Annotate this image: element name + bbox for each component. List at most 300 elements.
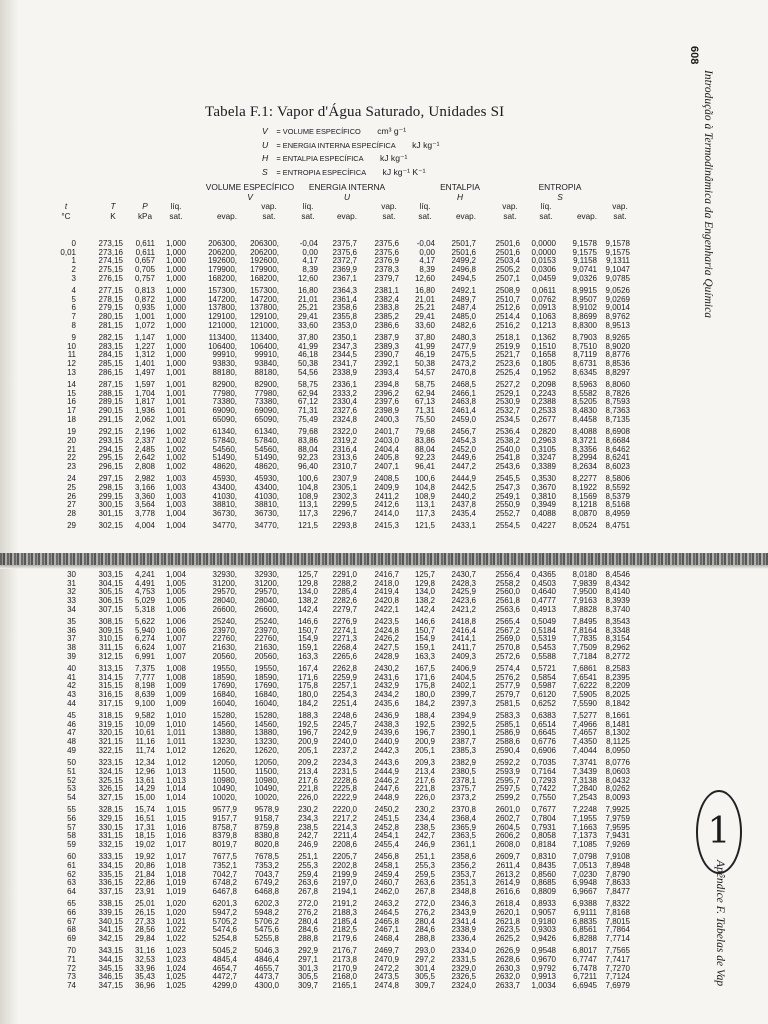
cell-u-evap: 2208,6 [332, 839, 357, 849]
cell-s-vap-sat: 8,9513 [605, 320, 630, 330]
cell-u-liq-sat: 62,94 [297, 388, 318, 398]
cell-t-kelvin: 302,15 [98, 521, 123, 531]
cell-u-evap: 2251,4 [332, 698, 357, 708]
cell-s-vap-sat: 8,9762 [605, 312, 630, 322]
group-label-text: ENERGIA INTERNA [308, 182, 386, 192]
cell-v-vap-sat: 69090, [254, 406, 279, 416]
cell-h-liq-sat: 129,8 [414, 578, 435, 588]
cell-v-vap-sat: 13230, [254, 737, 279, 747]
cell-t-celsius: 61 [67, 860, 76, 870]
cell-s-vap-sat: 8,1842 [605, 698, 630, 708]
cell-s-evap: 7,6222 [572, 681, 597, 691]
cell-pressure: 0,813 [134, 286, 155, 296]
cell-s-evap: 8,5963 [572, 380, 597, 390]
cell-s-vap-sat: 8,8297 [605, 367, 630, 377]
cell-t-kelvin: 311,15 [99, 643, 123, 653]
cell-h-vap-sat: 2609,7 [495, 852, 520, 862]
cell-s-vap-sat: 8,2772 [605, 651, 630, 661]
cell-h-vap-sat: 2541,8 [495, 453, 520, 463]
group-symbol: S [557, 191, 563, 202]
cell-h-liq-sat: 205,1 [414, 745, 435, 755]
cell-s-vap-sat: 8,9265 [605, 333, 630, 343]
cell-s-liq-sat: 0,8435 [531, 860, 556, 870]
cell-s-evap: 7,9839 [572, 578, 597, 588]
cell-u-liq-sat: 142,4 [297, 604, 318, 614]
cell-h-evap: 2385,3 [451, 745, 476, 755]
cell-v-evap: 19550, [212, 664, 237, 674]
cell-s-vap-sat: 7,7864 [605, 925, 630, 935]
cell-u-liq-sat: 238,5 [297, 822, 318, 832]
cell-h-evap: 2402,1 [451, 681, 476, 691]
cell-h-evap: 2365,9 [451, 822, 476, 832]
cell-u-vap-sat: 2422,1 [374, 604, 399, 614]
cell-u-liq-sat: 71,31 [297, 406, 318, 416]
cell-h-evap: 2468,5 [451, 380, 476, 390]
cell-t-kelvin: 334,15 [98, 860, 123, 870]
cell-u-evap: 2225,8 [332, 784, 357, 794]
cell-s-evap: 8,1922 [572, 482, 597, 492]
cell-s-vap-sat: 9,1311 [606, 256, 630, 266]
cell-s-evap: 7,6861 [572, 664, 597, 674]
cell-h-evap: 2487,4 [451, 303, 476, 313]
cell-v-vap-sat: 65090, [254, 414, 279, 424]
cell-s-vap-sat: 7,8633 [605, 878, 630, 888]
cell-h-evap: 2459,0 [451, 414, 476, 424]
cell-h-liq-sat: 113,1 [415, 500, 435, 510]
cell-v-evap: 147200, [208, 294, 237, 304]
cell-h-liq-sat: 16,80 [414, 286, 435, 296]
cell-v-vap-sat: 7678,5 [254, 852, 279, 862]
cell-u-evap: 2372,7 [332, 256, 357, 266]
cell-u-vap-sat: 2428,9 [374, 651, 399, 661]
cell-h-vap-sat: 2620,1 [495, 907, 520, 917]
cell-s-vap-sat: 9,0269 [605, 294, 630, 304]
cell-t-celsius: 63 [67, 878, 76, 888]
cell-h-liq-sat: 71,31 [414, 406, 435, 416]
cell-s-evap: 7,2248 [572, 805, 597, 815]
cell-u-vap-sat: 2396,2 [374, 388, 399, 398]
legend-description: = ENTALPIA ESPECÍFICA [276, 154, 364, 163]
cell-u-evap: 2202,8 [332, 860, 357, 870]
cell-u-evap: 2336,1 [332, 380, 357, 390]
cell-v-evap: 179900, [208, 265, 237, 275]
cell-s-liq-sat: 0,2243 [531, 388, 556, 398]
cell-t-celsius: 22 [67, 453, 76, 463]
cell-s-liq-sat: 0,6383 [531, 711, 556, 721]
cell-s-evap: 7,2840 [572, 784, 597, 794]
cell-h-vap-sat: 2581,5 [495, 698, 520, 708]
table-row [0, 369, 768, 378]
cell-v-evap: 168200, [208, 273, 237, 283]
cell-s-liq-sat: 0,7677 [531, 805, 556, 815]
cell-h-evap: 2489,7 [451, 294, 476, 304]
cell-u-evap: 2211,4 [333, 831, 357, 841]
cell-h-liq-sat: 301,4 [414, 963, 435, 973]
cell-v-vap-sat: 137800, [250, 303, 279, 313]
cell-pressure: 1,401 [134, 359, 155, 369]
cell-v-liq-sat: 1,001 [165, 367, 186, 377]
row-group [0, 522, 768, 531]
cell-u-evap: 2231,5 [332, 766, 357, 776]
cell-h-evap: 2373,2 [451, 792, 476, 802]
table-row [0, 935, 768, 944]
cell-u-liq-sat: 92,23 [297, 453, 318, 463]
column-header-s-vap-sat [595, 202, 645, 221]
cell-t-celsius: 67 [67, 916, 76, 926]
cell-s-liq-sat: 0,1213 [531, 320, 556, 330]
cell-t-celsius: 45 [67, 711, 76, 721]
cell-h-liq-sat: 276,2 [414, 907, 435, 917]
cell-h-vap-sat: 2547,3 [495, 482, 520, 492]
cell-u-evap: 2248,6 [332, 711, 357, 721]
column-header-top: vap. [261, 202, 277, 211]
cell-t-kelvin: 305,15 [98, 587, 123, 597]
cell-v-liq-sat: 1,000 [165, 286, 186, 296]
cell-t-celsius: 73 [67, 972, 76, 982]
cell-t-kelvin: 339,15 [98, 907, 123, 917]
cell-h-evap: 2473,2 [451, 359, 476, 369]
cell-v-vap-sat: 206200, [250, 247, 279, 257]
cell-pressure: 2,337 [134, 435, 155, 445]
cell-s-liq-sat: 0,7804 [531, 813, 556, 823]
cell-pressure: 5,318 [134, 604, 155, 614]
cell-s-vap-sat: 9,1575 [605, 247, 630, 257]
cell-h-vap-sat: 2595,7 [495, 775, 520, 785]
cell-u-vap-sat: 2401,7 [374, 427, 399, 437]
cell-v-vap-sat: 179900, [250, 265, 279, 275]
cell-pressure: 5,622 [134, 617, 155, 627]
cell-t-kelvin: 340,15 [98, 916, 123, 926]
cell-s-vap-sat: 7,7270 [605, 963, 630, 973]
cell-t-kelvin: 297,15 [98, 474, 123, 484]
cell-pressure: 10,61 [134, 728, 155, 738]
cell-s-evap: 8,7903 [572, 333, 597, 343]
cell-v-vap-sat: 4473,7 [254, 972, 279, 982]
cell-t-celsius: 1 [71, 256, 76, 266]
cell-pressure: 0,657 [134, 256, 155, 266]
cell-u-liq-sat: 171,6 [297, 672, 318, 682]
legend-unit: kJ kg⁻¹ [379, 153, 408, 163]
cell-s-vap-sat: 8,1125 [606, 737, 630, 747]
cell-u-evap: 2307,9 [332, 474, 357, 484]
cell-h-vap-sat: 2576,2 [495, 672, 520, 682]
cell-t-kelvin: 328,15 [98, 805, 123, 815]
table-row [0, 463, 768, 472]
cell-u-evap: 2274,1 [332, 625, 357, 635]
cell-u-liq-sat: 221,8 [297, 784, 318, 794]
legend-description: = VOLUME ESPECÍFICO [276, 127, 361, 136]
cell-t-celsius: 48 [67, 737, 76, 747]
cell-t-kelvin: 313,15 [98, 664, 123, 674]
cell-s-evap: 8,6731 [572, 359, 597, 369]
cell-u-liq-sat: 180,0 [297, 690, 318, 700]
cell-h-liq-sat: 50,38 [414, 359, 435, 369]
cell-u-liq-sat: 159,1 [297, 643, 318, 653]
cell-t-celsius: 15 [67, 388, 76, 398]
cell-u-vap-sat: 2398,9 [374, 406, 399, 416]
cell-v-vap-sat: 16040, [254, 698, 279, 708]
cell-u-evap: 2341,7 [332, 359, 357, 369]
cell-pressure: 16,51 [134, 813, 155, 823]
cell-s-vap-sat: 8,8776 [605, 350, 630, 360]
cell-h-liq-sat: 41,99 [414, 341, 435, 351]
cell-pressure: 2,982 [134, 474, 155, 484]
cell-v-evap: 6201,3 [212, 899, 237, 909]
cell-v-evap: 77980, [212, 388, 237, 398]
cell-s-liq-sat: 0,5854 [531, 672, 556, 682]
cell-h-liq-sat: 209,3 [414, 758, 435, 768]
cell-s-liq-sat: 0,8809 [531, 886, 556, 896]
cell-t-kelvin: 343,15 [98, 946, 123, 956]
cell-v-liq-sat: 1,006 [165, 604, 186, 614]
cell-u-vap-sat: 2397,6 [374, 397, 399, 407]
cell-v-evap: 82900, [212, 380, 237, 390]
cell-v-liq-sat: 1,000 [165, 247, 186, 257]
cell-s-liq-sat: 0,0000 [531, 247, 556, 257]
cell-u-evap: 2310,7 [332, 461, 357, 471]
cell-h-liq-sat: 92,23 [414, 453, 435, 463]
cell-h-vap-sat: 2558,2 [495, 578, 520, 588]
cell-v-vap-sat: 6468,8 [254, 886, 279, 896]
cell-u-liq-sat: 104,8 [297, 482, 318, 492]
cell-s-vap-sat: 8,3740 [605, 604, 630, 614]
cell-t-kelvin: 274,15 [98, 256, 123, 266]
cell-v-liq-sat: 1,000 [165, 341, 186, 351]
cell-h-evap: 2440,2 [451, 491, 476, 501]
cell-u-liq-sat: 305,5 [297, 972, 318, 982]
cell-u-vap-sat: 2412,6 [374, 500, 399, 510]
cell-u-evap: 2220,0 [332, 805, 357, 815]
row-group [0, 428, 768, 471]
cell-v-evap: 9157,7 [212, 813, 237, 823]
cell-u-liq-sat: 146,6 [297, 617, 318, 627]
cell-u-vap-sat: 2460,7 [374, 878, 399, 888]
cell-h-vap-sat: 2625,2 [495, 933, 520, 943]
cell-v-liq-sat: 1,003 [165, 482, 186, 492]
cell-v-evap: 16840, [212, 690, 237, 700]
cell-v-evap: 13230, [212, 737, 237, 747]
cell-u-evap: 2313,6 [332, 453, 357, 463]
column-header-bottom: evap. [455, 211, 477, 221]
cell-t-celsius: 64 [67, 886, 76, 896]
cell-s-evap: 7,5590 [572, 698, 597, 708]
cell-v-evap: 206200, [208, 247, 237, 257]
cell-t-celsius: 26 [67, 491, 76, 501]
cell-v-evap: 73380, [212, 397, 237, 407]
cell-h-vap-sat: 2543,6 [495, 461, 520, 471]
cell-v-liq-sat: 1,005 [165, 596, 186, 606]
cell-s-vap-sat: 7,7565 [605, 946, 630, 956]
cell-s-liq-sat: 0,5319 [531, 634, 556, 644]
cell-u-evap: 2319,2 [332, 435, 357, 445]
cell-s-evap: 8,5205 [572, 397, 597, 407]
column-header-bottom: sat. [301, 211, 315, 221]
cell-pressure: 15,74 [134, 805, 155, 815]
cell-t-kelvin: 292,15 [98, 427, 123, 437]
cell-pressure: 36,96 [134, 981, 155, 990]
cell-s-vap-sat: 8,4342 [605, 578, 630, 588]
cell-h-liq-sat: 221,8 [414, 784, 435, 794]
cell-t-kelvin: 341,15 [98, 925, 123, 935]
cell-u-vap-sat: 2381,1 [374, 286, 399, 296]
column-header-top: T [110, 202, 116, 211]
cell-u-vap-sat: 2416,7 [374, 570, 399, 579]
cell-s-evap: 8,8699 [572, 312, 597, 322]
row-group [0, 381, 768, 424]
group-label-text: ENTROPIA [538, 182, 582, 192]
cell-u-liq-sat: 301,3 [297, 963, 318, 973]
cell-v-vap-sat: 206300, [250, 239, 279, 248]
cell-s-liq-sat: 0,0611 [532, 286, 556, 296]
cell-v-vap-sat: 14560, [254, 719, 279, 729]
cell-t-kelvin: 337,15 [98, 886, 123, 896]
cell-v-evap: 10490, [212, 784, 237, 794]
cell-h-vap-sat: 2569,0 [495, 634, 520, 644]
cell-v-liq-sat: 1,002 [165, 435, 186, 445]
cell-pressure: 28,56 [134, 925, 155, 935]
cell-v-vap-sat: 6749,2 [254, 878, 279, 888]
cell-h-liq-sat: 146,6 [414, 617, 435, 627]
cell-h-liq-sat: 242,7 [414, 831, 435, 841]
cell-h-vap-sat: 2523,6 [495, 359, 520, 369]
cell-t-celsius: 62 [67, 869, 76, 879]
cell-v-evap: 8019,7 [212, 839, 237, 849]
cell-u-vap-sat: 2405,8 [374, 453, 399, 463]
cell-s-vap-sat: 8,3348 [605, 625, 630, 635]
cell-h-vap-sat: 2597,5 [495, 784, 520, 794]
cell-v-vap-sat: 82900, [254, 380, 279, 390]
cell-u-vap-sat: 2431,6 [374, 672, 399, 682]
cell-s-vap-sat: 8,3939 [605, 596, 630, 606]
cell-v-liq-sat: 1,025 [165, 972, 186, 982]
group-header-volume [195, 183, 305, 202]
cell-h-evap: 2356,2 [451, 860, 476, 870]
cell-pressure: 26,15 [134, 907, 155, 917]
cell-t-kelvin: 277,15 [98, 286, 123, 296]
cell-v-liq-sat: 1,007 [165, 634, 186, 644]
cell-h-evap: 2494,5 [451, 273, 476, 283]
cell-h-liq-sat: 280,4 [414, 916, 435, 926]
table-row [0, 510, 768, 519]
cell-t-kelvin: 324,15 [98, 766, 123, 776]
cell-v-vap-sat: 77980, [254, 388, 279, 398]
cell-v-vap-sat: 7043,7 [254, 869, 279, 879]
cell-v-vap-sat: 8380,8 [254, 831, 279, 841]
cell-h-vap-sat: 2530,9 [495, 397, 520, 407]
cell-s-evap: 9,0741 [572, 265, 597, 275]
cell-h-liq-sat: 200,9 [414, 737, 435, 747]
cell-u-vap-sat: 2427,5 [374, 643, 399, 653]
cell-h-liq-sat: 259,5 [414, 869, 435, 879]
cell-t-kelvin: 319,15 [98, 719, 123, 729]
cell-h-vap-sat: 2567,2 [495, 625, 520, 635]
cell-h-vap-sat: 2614,9 [495, 878, 520, 888]
cell-pressure: 2,196 [134, 427, 155, 437]
cell-t-celsius: 60 [67, 852, 76, 862]
cell-pressure: 32,53 [134, 954, 155, 964]
cell-pressure: 19,92 [134, 852, 155, 862]
cell-t-celsius: 3 [71, 273, 76, 283]
cell-v-vap-sat: 93840, [254, 359, 279, 369]
cell-h-evap: 2363,5 [451, 831, 476, 841]
cell-t-celsius: 16 [67, 397, 76, 407]
cell-u-vap-sat: 2444,9 [374, 766, 399, 776]
cell-u-evap: 2285,4 [332, 587, 357, 597]
handwritten-circled-mark: 1 [696, 790, 742, 874]
cell-s-liq-sat: 0,2098 [531, 380, 556, 390]
cell-t-kelvin: 342,15 [98, 933, 123, 943]
cell-v-liq-sat: 1,000 [165, 256, 186, 266]
cell-t-kelvin: 273,16 [98, 247, 123, 257]
cell-u-evap: 2333,2 [332, 388, 357, 398]
cell-v-evap: 106400, [208, 341, 237, 351]
cell-h-liq-sat: 83,86 [414, 435, 435, 445]
cell-u-evap: 2322,0 [332, 427, 357, 437]
cell-t-kelvin: 280,15 [98, 312, 123, 322]
cell-v-liq-sat: 1,009 [165, 690, 186, 700]
cell-u-liq-sat: 96,40 [297, 461, 318, 471]
cell-t-celsius: 33 [67, 596, 76, 606]
cell-v-vap-sat: 18590, [254, 672, 279, 682]
cell-v-evap: 4472,7 [212, 972, 237, 982]
cell-s-evap: 6,8835 [572, 916, 597, 926]
cell-v-vap-sat: 5255,8 [254, 933, 279, 943]
column-header-bottom: kPa [137, 211, 153, 221]
cell-h-evap: 2442,5 [451, 482, 476, 492]
group-symbol: U [343, 191, 351, 202]
cell-v-evap: 7042,7 [212, 869, 237, 879]
cell-v-liq-sat: 1,009 [165, 681, 186, 691]
cell-h-liq-sat: 25,21 [414, 303, 435, 313]
cell-u-vap-sat: 2385,2 [374, 312, 399, 322]
cell-v-vap-sat: 5046,3 [254, 946, 279, 956]
cell-u-liq-sat: 58,75 [297, 380, 318, 390]
cell-u-vap-sat: 2415,3 [374, 521, 399, 531]
cell-h-evap: 2435,4 [451, 508, 476, 518]
cell-s-vap-sat: 7,8948 [605, 860, 630, 870]
cell-t-kelvin: 307,15 [98, 604, 123, 614]
cell-s-vap-sat: 8,8536 [605, 359, 630, 369]
cell-t-kelvin: 327,15 [98, 792, 123, 802]
cell-t-kelvin: 344,15 [98, 954, 123, 964]
cell-s-liq-sat: 0,1510 [531, 341, 556, 351]
cell-s-liq-sat: 0,1063 [531, 312, 556, 322]
cell-v-liq-sat: 1,008 [165, 664, 186, 674]
cell-s-liq-sat: 0,2677 [531, 414, 556, 424]
cell-u-evap: 2165,1 [332, 981, 357, 990]
cell-v-liq-sat: 1,006 [165, 617, 186, 627]
cell-h-liq-sat: 88,04 [414, 444, 435, 454]
cell-v-evap: 88180, [212, 367, 237, 377]
cell-h-vap-sat: 2579,7 [495, 690, 520, 700]
cell-u-evap: 2364,3 [332, 286, 357, 296]
cell-pressure: 1,312 [134, 350, 155, 360]
cell-u-vap-sat: 2424,8 [374, 625, 399, 635]
cell-pressure: 12,96 [134, 766, 155, 776]
cell-pressure: 0,705 [134, 265, 155, 275]
cell-s-evap: 8,7510 [572, 341, 597, 351]
cell-s-liq-sat: 0,3389 [531, 461, 556, 471]
cell-v-liq-sat: 1,012 [165, 745, 186, 755]
cell-s-liq-sat: 0,0913 [531, 303, 556, 313]
cell-u-vap-sat: 2392,1 [374, 359, 399, 369]
cell-u-liq-sat: 154,9 [297, 634, 318, 644]
cell-pressure: 9,100 [134, 698, 155, 708]
cell-s-evap: 8,3356 [572, 444, 597, 454]
cell-u-liq-sat: 280,4 [297, 916, 318, 926]
cell-u-liq-sat: 246,9 [297, 839, 318, 849]
cell-h-evap: 2416,4 [451, 625, 476, 635]
